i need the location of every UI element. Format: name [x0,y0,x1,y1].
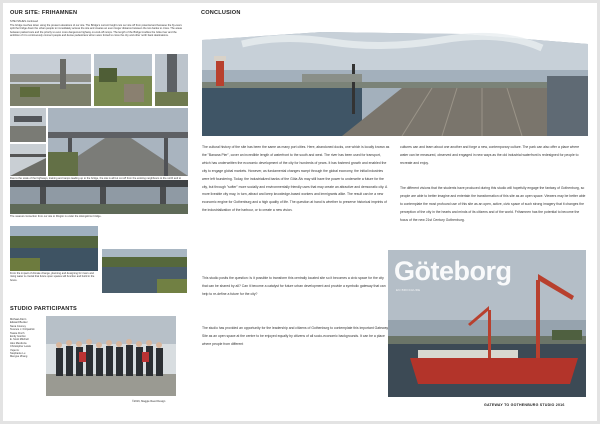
caption-nearest-connection: The nearest connection from our site to Ringön is under the Hisingsbron bridge. [10,215,102,218]
photo-highway-ramp [10,54,91,106]
conclusion-para-5: The different visions that the students have produced during this studio will hopefully engage the fantasy of Gothenburg, so people are able to better imagine and entertain the transformation of this site as an open space. Viewers may be better able to contemplate the most profound use of this site as an open, active, civic space of such strong imagery that it changes the perception of the city in the hearts and minds of its citizens and of the world. Frihamnen has the potential to become the focus of the new 21st Century Gothenburg. [400,186,586,222]
participant-name: Yapei Li [10,348,20,352]
photo-road-underpass [10,108,46,142]
participant-name: Christopher Lewis [10,345,31,349]
cover-subtitle: EN BROCHURE [396,288,421,292]
participant-name: Tassie Finch [10,331,25,335]
conclusion-para-4: cultures can and learn about one another and forge a new, contemporary culture. The park can also offer a place where water can be measured, observed and engaged in new ways as the old industrial waterfront is redesigned for people to recreate and enjoy. [400,145,580,165]
participant-name: Michael Altorn [10,318,27,321]
conclusion-para-1: The cultural history of the site has been the same as many port cities. Here, abandoned docks, one which is locally known as the "Banana Pier", cover an incredible length of waterfront to the south and west. The river has been used for transport, which has underwritten the economic development of the city for hundreds of years. It has fostered growth and enabled the city to engage global markets. However, as fundamental changes swept through the global economy, the initial industries were left foundering. Today, the industrialized banks of the Göta Älv may still have the power to underwrite a future for the city, but through "softer" more socially and environmentally friendly uses that may create an attractive and democratic city. A more liveable city may, in turn, attract and keep knowledge-based workers and immigrants alike. The result can be a new economic engine for Gothenburg and a high quality of life. The question at hand is whether to preserve historical imprints of the industrialization of the harbour, or to create a new vision. [202,145,390,213]
site-title: OUR SITE: FRIHAMNEN [10,10,78,16]
photo-river-reeds [10,226,98,271]
participant-name: Stephanie Lu [10,352,26,356]
participant-name: E. Scott Mitchell [10,338,29,342]
photo-railway [10,144,46,176]
participants-title: STUDIO PARTICIPANTS [10,306,77,312]
photo-credit: ©2016, Maggie Reed Design [132,400,166,403]
site-intro-text: The bridge touches down using the present elevations of our site. The Bridge's current height cuts our site off from potential and because the fly-overs split the bridge down the urban people to immediately access the site and creates an even longer distance between the two banks to cross. The areas between parked cars and the priority to even more dangerous highway on-/exit-off ramps. The length of the Bridge troubles the Göta river and the ambition of it to continuously connect people and dense pedestrians whom were forced to cross the city and other north bank destinations. [10,24,182,38]
conclusion-title: CONCLUSION [201,10,241,16]
cover-title: Göteborg [394,256,512,286]
participant-name: Edward Becker [10,321,28,325]
conclusion-para-2: This studio posits the question: Is it possible to transform this centrally located site so it becomes a civic space for the city that can be shared by all? Can it become a catalyst for future urban development and provide a symbolic gateway that can help to re-define a future for the city? [202,276,386,296]
participant-name: Mengxe Zhang [10,355,28,359]
conclusion-para-3: The studio has provided an opportunity for the leadership and citizens of Gothenburg to contemplate this important Gateway Site as an open space at the centre to be enjoyed equally by citizens of all socio-economic backgrounds. It can be a place where people from different [202,326,389,346]
participant-name: Emily Gordon [10,335,26,339]
site-subtitle: SITE ISSUES continued [10,20,38,23]
photo-harbour-panorama [202,30,588,136]
photo-overgrown-lot [94,54,152,106]
photo-bridge-road [48,108,188,176]
caption-climate: From the impact of climate change, planning and designing for rivers and rising water is crucial that future open spaces will function and build in the future. [10,272,95,282]
participant-name: Terence J. Fitzpatrick [10,328,35,332]
photo-goteborg-cover [388,250,586,397]
participant-name: Nena Cooney [10,324,26,328]
photo-river-bank [102,249,187,293]
participants-list [10,318,35,359]
photo-under-bridge [10,180,188,214]
photo-group-participants [46,316,176,396]
footer-label: GATEWAY TO GOTHENBURG STUDIO 2016 [484,403,565,407]
caption-site-cut-off: Due to the scale of the highways, training and ramps leading up to the bridge, the site is all but cut off from the existing neighbours to the north and to [10,177,182,180]
photo-bridge-pylon [155,54,188,106]
participant-name: Alex Mendoza [10,341,27,345]
